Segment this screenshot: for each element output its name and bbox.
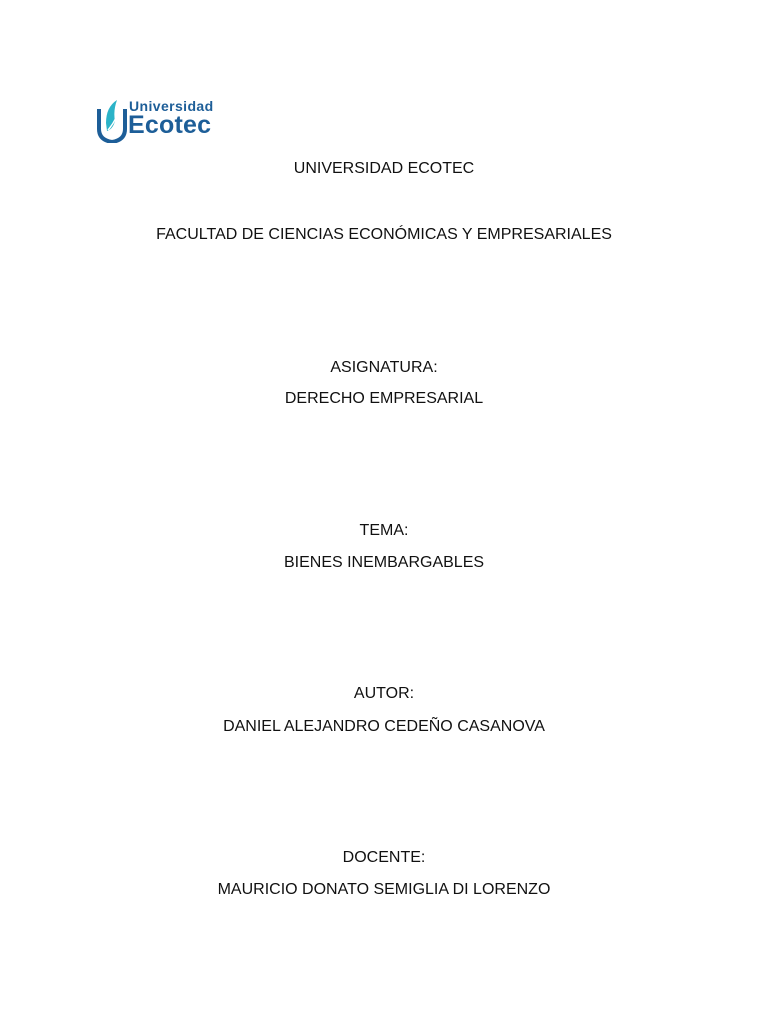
university-logo	[95, 95, 230, 145]
logo-text-ecotec: Ecotec	[128, 111, 212, 139]
topic-label: TEMA:	[359, 522, 409, 539]
subject-value: DERECHO EMPRESARIAL	[284, 390, 484, 407]
topic-value: BIENES INEMBARGABLES	[283, 554, 485, 571]
teacher-value: MAURICIO DONATO SEMIGLIA DI LORENZO	[217, 881, 551, 898]
author-value: DANIEL ALEJANDRO CEDEÑO CASANOVA	[223, 718, 545, 735]
ecotec-shield-icon	[95, 97, 129, 143]
teacher-label: DOCENTE:	[342, 849, 426, 866]
faculty-name: FACULTAD DE CIENCIAS ECONÓMICAS Y EMPRESARIALES	[156, 226, 612, 243]
subject-label: ASIGNATURA:	[330, 359, 438, 376]
university-name: UNIVERSIDAD ECOTEC	[293, 160, 475, 177]
author-label: AUTOR:	[353, 685, 415, 702]
logo-text-universidad: Universidad	[129, 98, 214, 114]
